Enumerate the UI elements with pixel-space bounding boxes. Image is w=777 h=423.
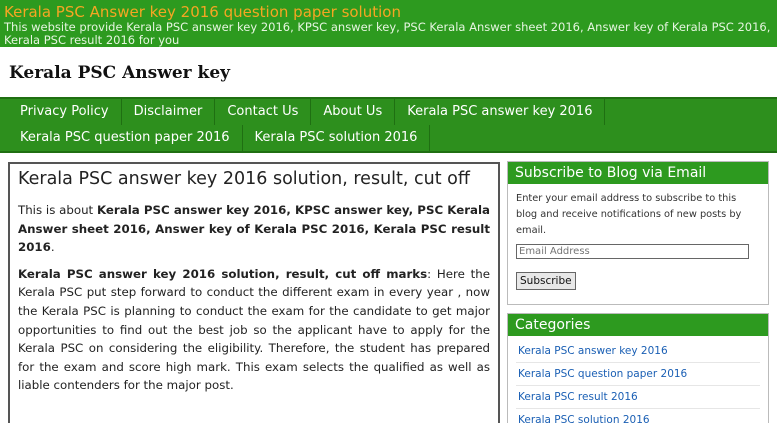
- subscribe-widget-title: Subscribe to Blog via Email: [508, 162, 768, 184]
- nav-row-2: [8, 125, 777, 151]
- subscribe-widget: [507, 161, 769, 305]
- site-title-link[interactable]: Kerala PSC Answer key 2016 question paper solution: [4, 3, 401, 21]
- categories-widget: [507, 313, 769, 423]
- nav-item-question-paper-2016[interactable]: Kerala PSC question paper 2016: [8, 125, 243, 151]
- site-description: This website provide Kerala PSC answer key 2016, KPSC answer key, PSC Kerala Answer sheet 2016, Answer key of Kerala PSC 2016, Kerala PSC result 2016 for you: [4, 20, 771, 47]
- article-body-paragraph: [18, 265, 490, 395]
- categories-list: [508, 336, 768, 423]
- intro-prefix: This is about: [18, 203, 97, 217]
- article-intro-paragraph: [18, 201, 490, 257]
- nav-item-solution-2016[interactable]: Kerala PSC solution 2016: [243, 125, 431, 151]
- main-navigation: [0, 97, 777, 153]
- intro-keywords: Kerala PSC answer key 2016, KPSC answer key, PSC Kerala Answer sheet 2016, Answer key of Kerala PSC 2016, Kerala PSC result 2016: [18, 203, 490, 255]
- category-link-result-2016[interactable]: Kerala PSC result 2016: [516, 386, 760, 409]
- body-text: : Here the Kerala PSC put step forward to conduct the different exam in every year , now the Kerala PSC is planning to conduct the exam for the candidate to get major opportunities to find out the best job so the applicant have to apply for the Kerala PSC on considering the eligibility. Therefore, the student has prepared for the exam and score high mark. This exam selects the qualified as well as liable contenders for the major post.: [18, 266, 491, 393]
- article-title[interactable]: Kerala PSC answer key 2016 solution, result, cut off: [18, 169, 470, 189]
- categories-widget-title: Categories: [508, 314, 768, 336]
- body-heading: Kerala PSC answer key 2016 solution, result, cut off marks: [18, 266, 428, 281]
- sidebar: [507, 161, 769, 423]
- nav-item-about-us[interactable]: About Us: [311, 99, 395, 125]
- email-field[interactable]: [516, 244, 749, 259]
- nav-item-privacy-policy[interactable]: Privacy Policy: [8, 99, 122, 125]
- category-link-question-paper-2016[interactable]: Kerala PSC question paper 2016: [516, 363, 760, 386]
- top-banner: [0, 0, 777, 47]
- brand-title[interactable]: Kerala PSC Answer key: [9, 63, 231, 83]
- nav-item-answer-key-2016[interactable]: Kerala PSC answer key 2016: [395, 99, 605, 125]
- category-link-answer-key-2016[interactable]: Kerala PSC answer key 2016: [516, 340, 760, 363]
- article-content: [8, 162, 500, 423]
- nav-item-disclaimer[interactable]: Disclaimer: [122, 99, 216, 125]
- category-link-solution-2016[interactable]: Kerala PSC solution 2016: [518, 414, 650, 423]
- subscribe-description: Enter your email address to subscribe to this blog and receive notifications of new posts by email.: [516, 193, 742, 236]
- nav-row-1: [8, 99, 777, 125]
- subscribe-form: [508, 184, 768, 304]
- nav-item-contact-us[interactable]: Contact Us: [215, 99, 311, 125]
- subscribe-button[interactable]: Subscribe: [516, 272, 576, 290]
- site-header: [0, 47, 777, 98]
- intro-suffix: .: [50, 240, 55, 255]
